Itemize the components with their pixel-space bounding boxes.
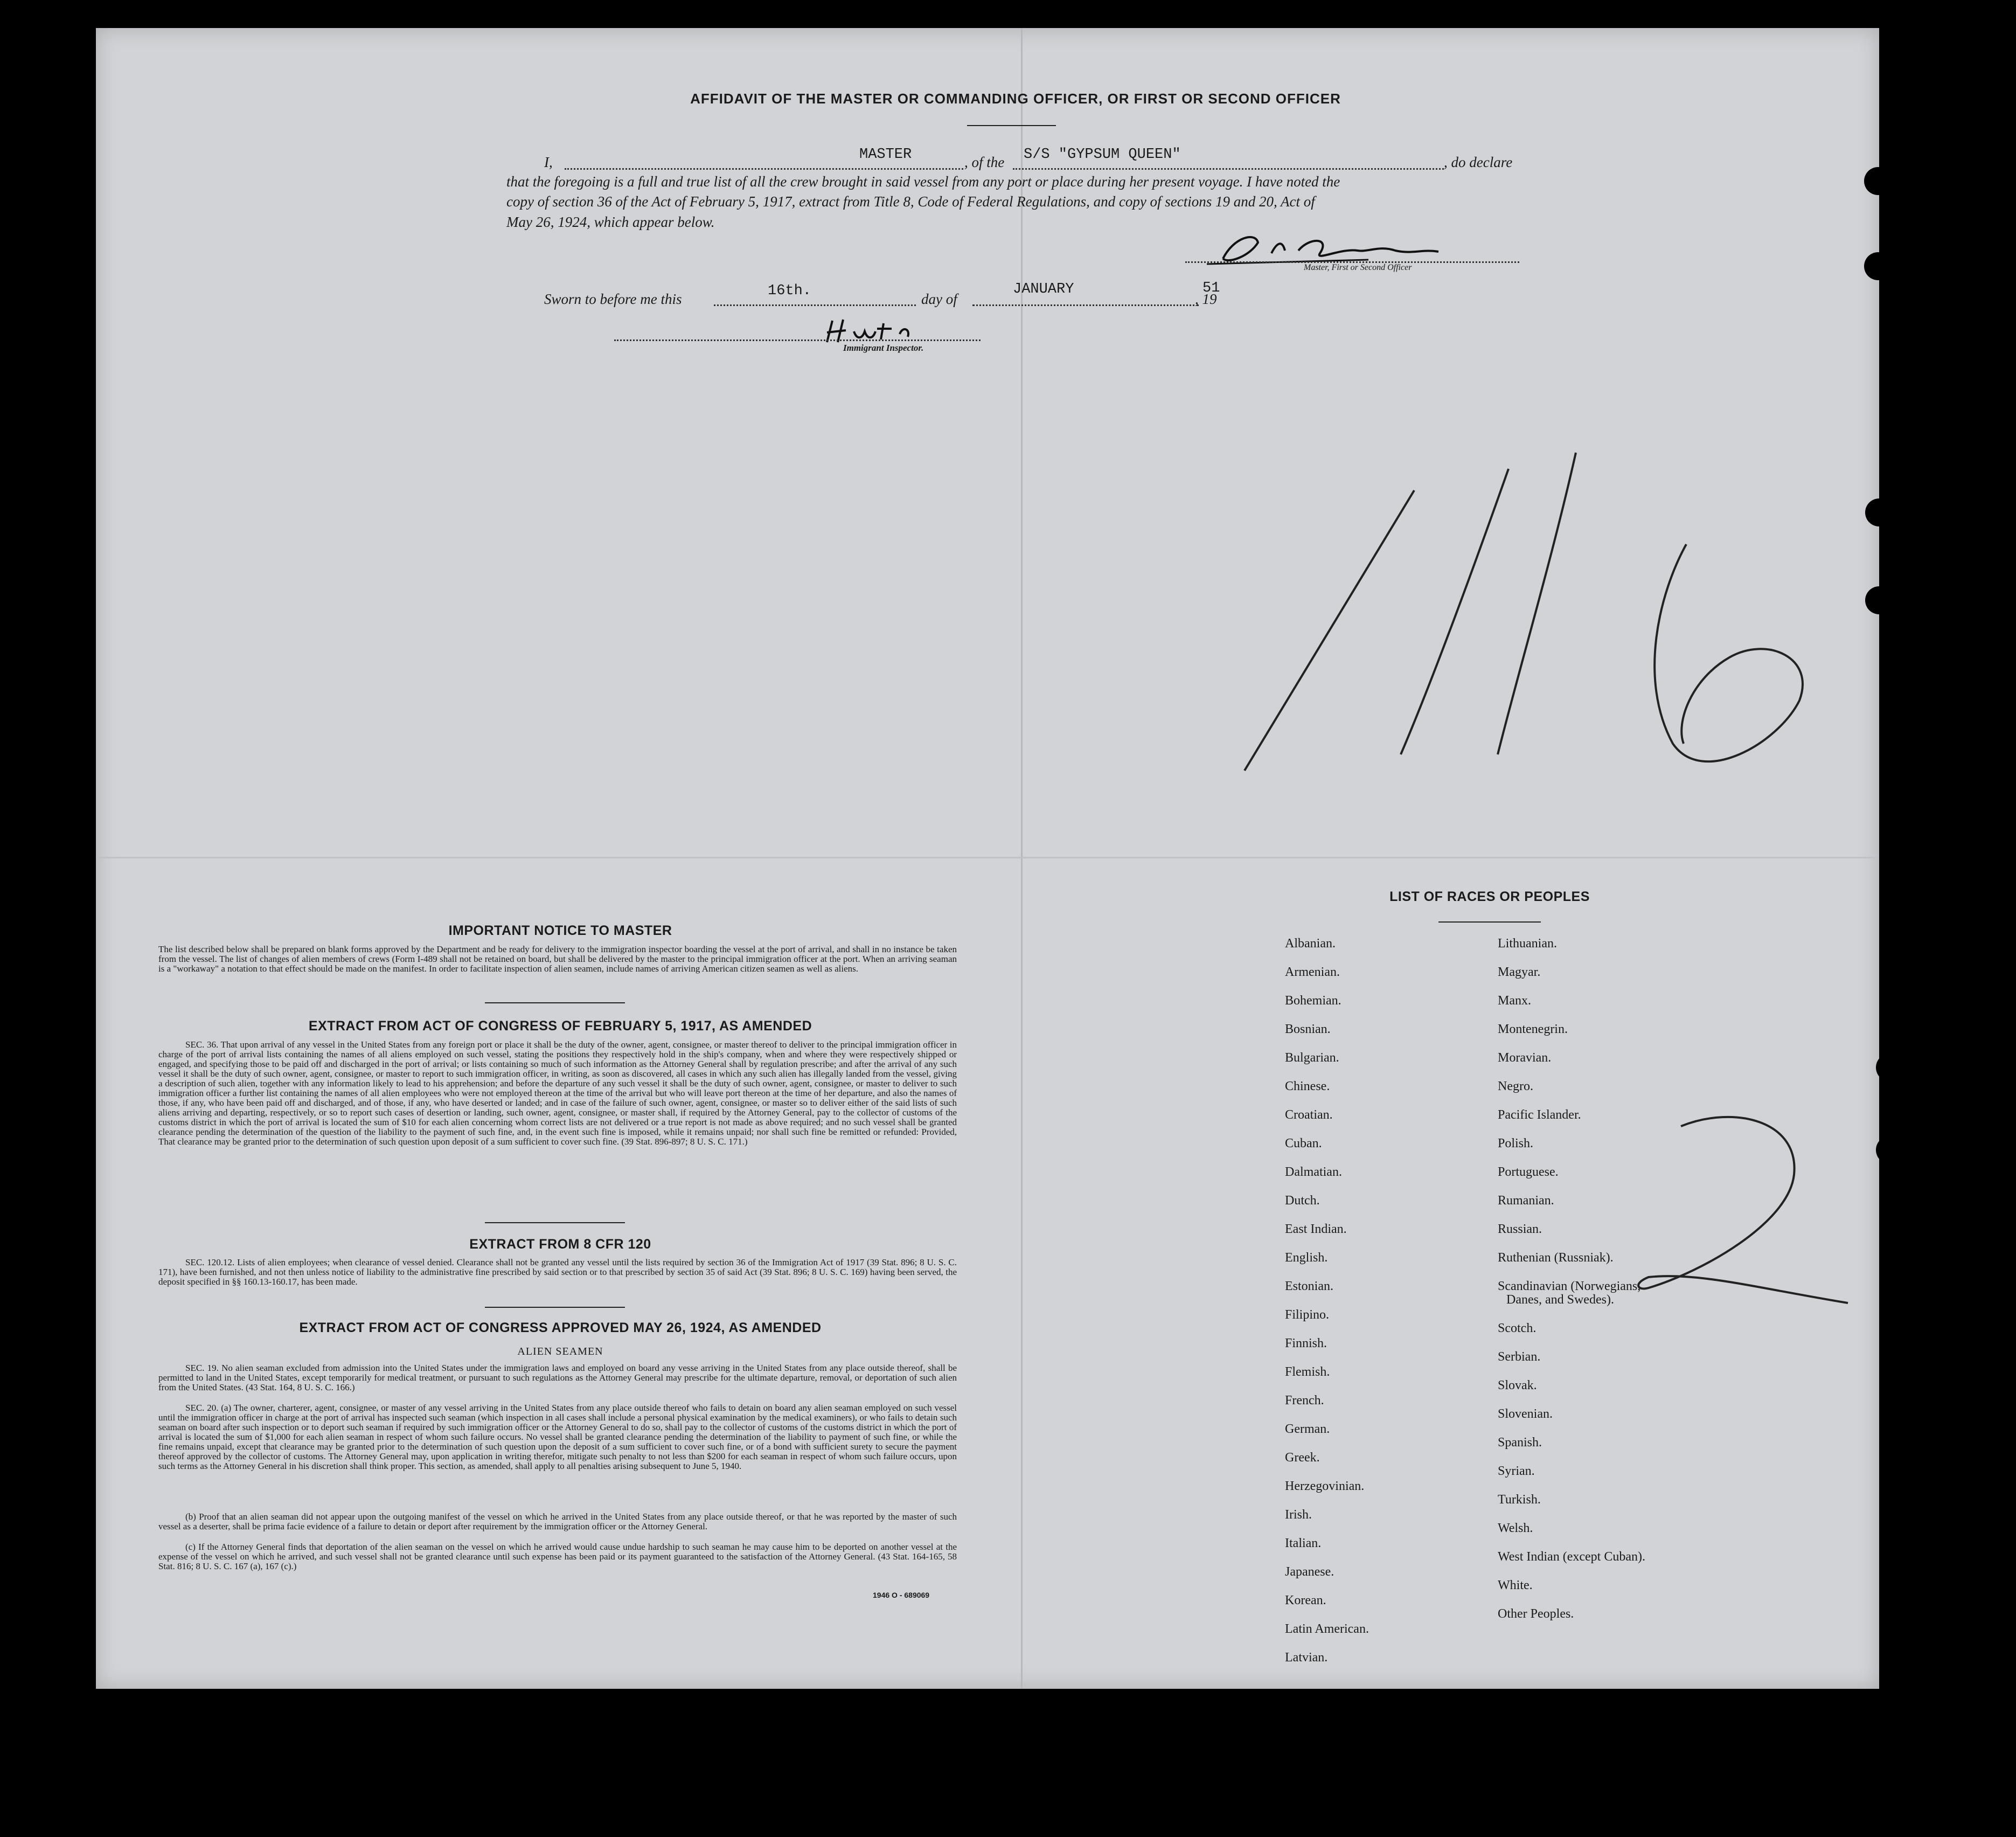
vessel-field-line — [1013, 168, 1444, 170]
races-left-column — [1285, 930, 1490, 1672]
race-item: Turkish. — [1498, 1493, 1541, 1507]
race-item: Greek. — [1285, 1451, 1320, 1465]
race-item: Montenegrin. — [1498, 1022, 1568, 1036]
race-item: Japanese. — [1285, 1565, 1334, 1579]
race-item: Irish. — [1285, 1508, 1312, 1522]
print-code: 1946 O - 689069 — [873, 1591, 930, 1599]
sworn-month: JANUARY — [1013, 281, 1074, 297]
notice-title: IMPORTANT NOTICE TO MASTER — [448, 923, 672, 938]
race-item: German. — [1285, 1422, 1330, 1436]
race-item: Cuban. — [1285, 1136, 1322, 1150]
extract-1917-rule — [485, 1222, 625, 1223]
race-item: Danes, and Swedes). — [1506, 1293, 1614, 1307]
race-item: Herzegovinian. — [1285, 1479, 1365, 1493]
race-item: Bulgarian. — [1285, 1051, 1339, 1065]
race-item: Russian. — [1498, 1222, 1542, 1236]
vessel-field: S/S "GYPSUM QUEEN" — [1024, 147, 1181, 163]
punch-hole — [1883, 1467, 1911, 1495]
extract-1917-text: SEC. 36. That upon arrival of any vessel in the United States from any foreign port or place it shall be the duty of the owner, agent, consignee, or master thereof to deliver to the principal immigration officer in charge of the port of arrival lists containing the names of all aliens employed on such vessel, stating the positions they respectively hold in the ship's company, when and where they were respectively shipped or engaged, and specifying those to be paid off and discharged in the port of arrival; or lists containing so much of such information as the Attorney General shall by regulation prescribe; and after the arrival of any such vessel it shall be the duty of such owner, agent, consignee, or master to report to such immigration officer, in writing, as soon as discovered, all cases in which any such alien has illegally landed from the vessel, giving a description of such alien, together with any information likely to lead to his apprehension; and before the departure of any such vessel it shall be the duty of such owner, agent, consignee, or master to deliver to such immigration officer a further list containing the names of all alien employees who were not employed thereon at the time of the arrival but who will leave port thereon at the time of her departure, and also the names of those, if any, who have been paid off and discharged, and of those, if any, who have deserted or landed; and in case of the failure of such owner, agent, consignee, or master so to deliver either of the said lists of such aliens arriving and departing, respectively, or so to report such cases of desertion or landing, such owner, agent, consignee, or master shall, if required by the Attorney General, pay to the collector of customs of the customs district in which the port of arrival is located the sum of $10 for each alien concerning whom correct lists are not delivered or a true report is not made as above required; and no such vessel shall be granted clearance pending the determination of the question of the liability to the payment of such fine, and, in the event such fine is imposed, while it remains unpaid; nor shall such fine be remitted or refunded: Provided, That clearance may be granted prior to the determination of such question upon deposit of a sum sufficient to cover such fine. (39 Stat. 896-897; 8 U. S. C. 171.) — [158, 1039, 957, 1147]
race-item: Rumanian. — [1498, 1194, 1554, 1208]
race-item: Negro. — [1498, 1079, 1533, 1093]
race-item: Filipino. — [1285, 1308, 1330, 1322]
race-item: Bosnian. — [1285, 1022, 1331, 1036]
race-item: Serbian. — [1498, 1350, 1541, 1364]
race-item: Spanish. — [1498, 1436, 1542, 1450]
punch-hole — [1864, 252, 1892, 280]
signature-caption: Master, First or Second Officer — [1304, 263, 1412, 272]
extract-1924-title: EXTRACT FROM ACT OF CONGRESS APPROVED MAY 26, 1924, AS AMENDED — [299, 1320, 822, 1335]
race-item: Flemish. — [1285, 1365, 1330, 1379]
race-item: Bohemian. — [1285, 994, 1341, 1008]
race-item: Korean. — [1285, 1593, 1326, 1607]
extract-cfr-text: SEC. 120.12. Lists of alien employees; when clearance of vessel denied. Clearance shall not be granted any vessel until the lists required by section 36 of the Immigration Act of 1917 (39 Stat. 896; 8 U. S. C. 171), have been furnished, and not then unless notice of liability to the administrative fine prescribed by said section or to that prescribed by section 35 of said Act (39 Stat. 896; 8 U. S. C. 169) having been served, the deposit specified in §§ 160.13-160.17, has been made. — [158, 1257, 957, 1287]
races-title: LIST OF RACES OR PEOPLES — [1389, 889, 1590, 904]
affidavit-body-line2: copy of section 36 of the Act of February 5, 1917, extract from Title 8, Code of Federal Regulations, and copy of sections 19 and 20, Act of — [506, 193, 1315, 210]
race-item: Finnish. — [1285, 1336, 1327, 1350]
race-item: Croatian. — [1285, 1108, 1333, 1122]
sworn-prefix: Sworn to before me this — [544, 291, 682, 307]
race-item: Syrian. — [1498, 1464, 1535, 1478]
race-item: East Indian. — [1285, 1222, 1347, 1236]
title-rule — [967, 125, 1056, 126]
do-declare-text: , do declare — [1444, 154, 1513, 170]
affidavit-body-line1: that the foregoing is a full and true list of all the crew brought in said vessel from any port or place during her present voyage. I have noted the — [506, 174, 1340, 190]
race-item: Dutch. — [1285, 1194, 1320, 1208]
notice-text: The list described below shall be prepared on blank forms approved by the Department and be ready for delivery to the immigration inspector boarding the vessel at the port of arrival, and shall in no instance be taken from the vessel. The list of changes of alien members of crews (Form I-489 shall not be retained on board, but shall be delivered by the master to the principal immigration officer at the port. When an arriving seaman is a "workaway" a notation to that effect should be made on the manifest. In order to facilitate inspection of alien seamen, include names of arriving American citizen seamen as well as aliens. — [158, 944, 957, 974]
race-item: Latin American. — [1285, 1622, 1369, 1636]
punch-hole — [1876, 1053, 1904, 1082]
inspector-line — [614, 339, 981, 341]
notice-rule — [485, 1002, 625, 1003]
day-of-text: day of — [921, 291, 957, 307]
affidavit-title: AFFIDAVIT OF THE MASTER OR COMMANDING OFFICER, OR FIRST OR SECOND OFFICER — [690, 91, 1341, 107]
handwritten-sheet-number — [1228, 453, 1821, 787]
vertical-fold-line — [1021, 28, 1023, 1689]
race-item: Slovak. — [1498, 1378, 1537, 1392]
sworn-day: 16th. — [768, 283, 812, 299]
punch-hole — [1876, 1136, 1904, 1164]
race-item: French. — [1285, 1394, 1324, 1408]
race-item: Moravian. — [1498, 1051, 1552, 1065]
race-item: Slovenian. — [1498, 1407, 1553, 1421]
race-item: Welsh. — [1498, 1521, 1533, 1535]
horizontal-fold-line — [96, 857, 1879, 858]
affidavit-i: I, — [544, 154, 553, 170]
race-item: Magyar. — [1498, 965, 1541, 979]
extract-cfr-rule — [485, 1307, 625, 1308]
sworn-year: 51 — [1202, 280, 1220, 296]
punch-hole — [1865, 498, 1893, 526]
affidavit-body-line3: May 26, 1924, which appear below. — [506, 214, 715, 230]
sec19-text: SEC. 19. No alien seaman excluded from admission into the United States under the immigration laws and employed on board any vesse arriving in the United States from any place outside thereof, shall be permitted to land in the United States, except temporarily for medical treatment, or pursuant to such regulations as the Attorney General may prescribe for the ultimate departure, removal, or deportation of such alien from the United States. (43 Stat. 164, 8 U. S. C. 166.) — [158, 1363, 957, 1392]
punch-hole — [1882, 1381, 1910, 1409]
extract-1924-subtitle: ALIEN SEAMEN — [517, 1346, 603, 1357]
race-item: English. — [1285, 1251, 1328, 1265]
race-item: Chinese. — [1285, 1079, 1330, 1093]
race-item: Ruthenian (Russniak). — [1498, 1251, 1614, 1265]
sec20a-text: SEC. 20. (a) The owner, charterer, agent, consignee, or master of any vessel arriving in the United States from any place outside thereof who fails to detain on board any alien seaman employed on such vessel until the immigration officer in charge at the port of arrival has inspected such seaman (which inspection in all cases shall include a personal physical examination by the medical examiners), or who fails to detain such seaman on board after such inspection or to deport such seaman if required by such immigration officer or the Attorney General to do so, shall pay to the collector of customs of the customs district in which the port of arrival is located the sum of $1,000 for each alien seaman in respect of whom such failure occurs. No vessel shall be granted clearance pending the determination of the liability to payment of such fine, or while the fine remains unpaid, except that clearance may be granted prior to the determination of such question upon the deposit of a sum sufficient to cover such fine, or of a bond with sufficient surety to secure the payment thereof approved by the collector of customs. The Attorney General may, upon application in writing therefor, mitigate such penalty to not less than $200 for each seaman in respect of whom such failure occurs, upon such terms as the Attorney General in his discretion shall think proper. This section, as amended, shall apply to all penalties arising subsequent to June 5, 1940. — [158, 1403, 957, 1471]
races-title-rule — [1438, 921, 1541, 923]
master-field-line — [565, 168, 963, 170]
race-item: Other Peoples. — [1498, 1607, 1574, 1621]
extract-cfr-title: EXTRACT FROM 8 CFR 120 — [469, 1237, 651, 1252]
race-item: Lithuanian. — [1498, 937, 1557, 951]
race-item: Dalmatian. — [1285, 1165, 1342, 1179]
sec20b-text: (b) Proof that an alien seaman did not appear upon the outgoing manifest of the vessel on which he arrived in the United States from any place outside thereof, or that he was reported by the master of such vessel as a deserter, shall be prima facie evidence of a failure to detain or deport after requirement by the immigration officer or the Attorney General. — [158, 1512, 957, 1531]
race-item: Scandinavian (Norwegians, — [1498, 1279, 1641, 1293]
race-item: West Indian (except Cuban). — [1498, 1550, 1645, 1564]
extract-1917-title: EXTRACT FROM ACT OF CONGRESS OF FEBRUARY 5, 1917, AS AMENDED — [308, 1018, 812, 1034]
race-item: Estonian. — [1285, 1279, 1333, 1293]
race-item: Portuguese. — [1498, 1165, 1559, 1179]
race-item: Albanian. — [1285, 937, 1336, 951]
of-the-text: , of the — [964, 154, 1005, 170]
sworn-day-line — [714, 304, 916, 306]
year-prefix: , 19 — [1195, 291, 1217, 307]
punch-hole — [1865, 586, 1893, 614]
handwritten-page-number — [1616, 1110, 1853, 1315]
race-item: White. — [1498, 1578, 1533, 1592]
sworn-month-line — [972, 304, 1199, 306]
master-field: MASTER — [859, 147, 912, 163]
race-item: Scotch. — [1498, 1321, 1537, 1335]
punch-hole — [1864, 167, 1892, 195]
race-item: Italian. — [1285, 1536, 1322, 1550]
inspector-caption: Immigrant Inspector. — [843, 343, 924, 353]
race-item: Latvian. — [1285, 1651, 1328, 1665]
race-item: Polish. — [1498, 1136, 1534, 1150]
race-item: Manx. — [1498, 994, 1531, 1008]
race-item: Pacific Islander. — [1498, 1108, 1581, 1122]
race-item: Armenian. — [1285, 965, 1340, 979]
sec20c-text: (c) If the Attorney General finds that deportation of the alien seaman on the vessel on which he arrived would cause undue hardship to such seaman he may cause him to be deported on another vessel at the expense of the vessel on which he arrived, and such vessel shall not be granted clearance until such expense has been paid or its payment guaranteed to the satisfaction of the Attorney General. (43 Stat. 164-165, 58 Stat. 816; 8 U. S. C. 167 (a), 167 (c).) — [158, 1542, 957, 1571]
